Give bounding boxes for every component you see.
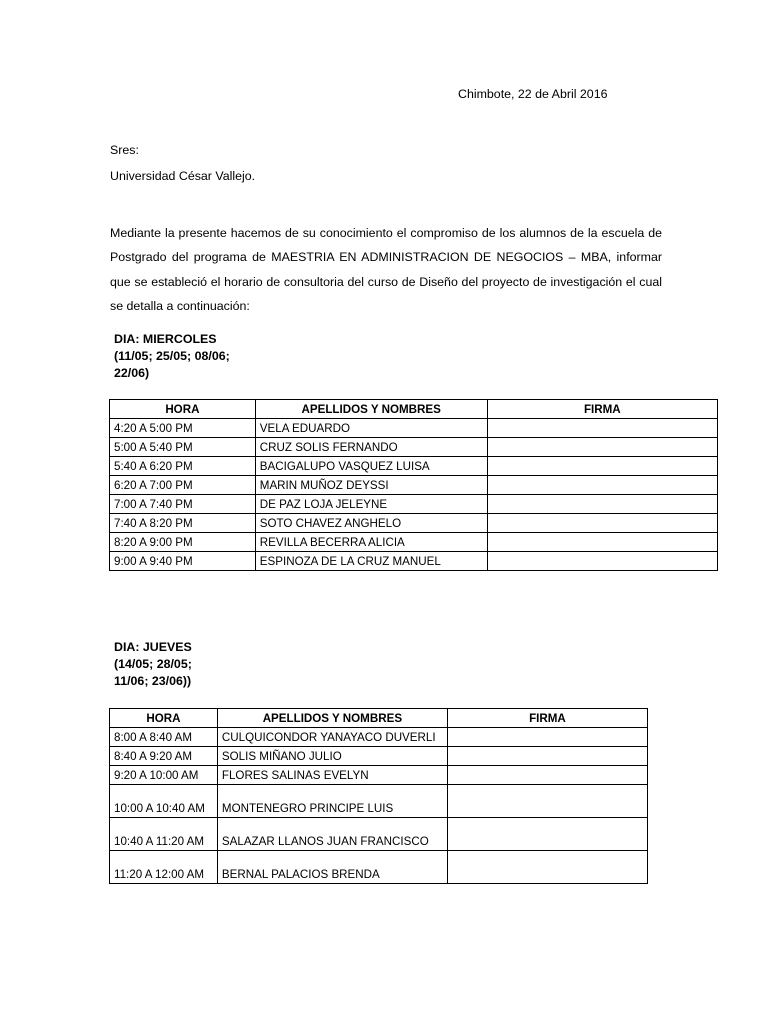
table-row <box>110 438 718 457</box>
firma-cell <box>487 552 717 571</box>
firma-cell <box>487 419 717 438</box>
firma-cell <box>487 514 717 533</box>
table-row <box>110 851 648 884</box>
nombre-cell: ESPINOZA DE LA CRUZ MANUEL <box>255 552 487 571</box>
header-nombres: APELLIDOS Y NOMBRES <box>255 400 487 419</box>
hora-cell: 11:20 A 12:00 AM <box>110 851 218 884</box>
nombre-cell: SALAZAR LLANOS JUAN FRANCISCO <box>217 818 447 851</box>
nombre-cell: BERNAL PALACIOS BRENDA <box>217 851 447 884</box>
hora-cell: 6:20 A 7:00 PM <box>110 476 256 495</box>
firma-cell <box>447 728 647 747</box>
table-row <box>110 766 648 785</box>
nombre-cell: BACIGALUPO VASQUEZ LUISA <box>255 457 487 476</box>
header-firma: FIRMA <box>487 400 717 419</box>
table-row <box>110 785 648 818</box>
salutation: Sres: <box>110 143 139 157</box>
wednesday-day-heading <box>114 331 294 382</box>
header-firma: FIRMA <box>447 709 647 728</box>
nombre-cell: VELA EDUARDO <box>255 419 487 438</box>
hora-cell: 8:20 A 9:00 PM <box>110 533 256 552</box>
firma-cell <box>447 747 647 766</box>
thursday-dates-line1: (14/05; 28/05; <box>114 657 192 671</box>
wednesday-schedule-table <box>109 399 718 571</box>
table-row <box>110 419 718 438</box>
table-row <box>110 457 718 476</box>
table-row <box>110 495 718 514</box>
hora-cell: 10:40 A 11:20 AM <box>110 818 218 851</box>
firma-cell <box>447 818 647 851</box>
letter-date: Chimbote, 22 de Abril 2016 <box>458 87 608 101</box>
letter-body: Mediante la presente hacemos de su conocimiento el compromiso de los alumnos de la escuela de Postgrado del programa de MAESTRIA EN ADMINISTRACION DE NEGOCIOS – MBA, informar que se estableció el horario de consultoria del curso de Diseño del proyecto de investigación el cual se detalla a continuación: <box>110 226 662 314</box>
recipient: Universidad César Vallejo. <box>110 169 256 183</box>
wednesday-day-label: DIA: MIERCOLES <box>114 332 217 346</box>
thursday-schedule-table <box>109 708 648 884</box>
nombre-cell: CRUZ SOLIS FERNANDO <box>255 438 487 457</box>
table-row <box>110 552 718 571</box>
hora-cell: 7:40 A 8:20 PM <box>110 514 256 533</box>
nombre-cell: MARIN MUÑOZ DEYSSI <box>255 476 487 495</box>
hora-cell: 10:00 A 10:40 AM <box>110 785 218 818</box>
firma-cell <box>487 438 717 457</box>
table-row <box>110 514 718 533</box>
nombre-cell: MONTENEGRO PRINCIPE LUIS <box>217 785 447 818</box>
nombre-cell: FLORES SALINAS EVELYN <box>217 766 447 785</box>
hora-cell: 8:40 A 9:20 AM <box>110 747 218 766</box>
hora-cell: 8:00 A 8:40 AM <box>110 728 218 747</box>
nombre-cell: SOTO CHAVEZ ANGHELO <box>255 514 487 533</box>
table-row <box>110 818 648 851</box>
hora-cell: 5:00 A 5:40 PM <box>110 438 256 457</box>
table-row <box>110 747 648 766</box>
firma-cell <box>447 766 647 785</box>
nombre-cell: REVILLA BECERRA ALICIA <box>255 533 487 552</box>
firma-cell <box>487 476 717 495</box>
hora-cell: 9:00 A 9:40 PM <box>110 552 256 571</box>
firma-cell <box>447 785 647 818</box>
firma-cell <box>487 495 717 514</box>
table-header-row <box>110 709 648 728</box>
wednesday-dates-line2: 22/06) <box>114 366 150 380</box>
nombre-cell: CULQUICONDOR YANAYACO DUVERLI <box>217 728 447 747</box>
firma-cell <box>447 851 647 884</box>
header-hora: HORA <box>110 709 218 728</box>
nombre-cell: SOLIS MIÑANO JULIO <box>217 747 447 766</box>
firma-cell <box>487 457 717 476</box>
table-row <box>110 533 718 552</box>
hora-cell: 7:00 A 7:40 PM <box>110 495 256 514</box>
nombre-cell: DE PAZ LOJA JELEYNE <box>255 495 487 514</box>
thursday-day-label: DIA: JUEVES <box>114 640 192 654</box>
firma-cell <box>487 533 717 552</box>
hora-cell: 9:20 A 10:00 AM <box>110 766 218 785</box>
header-hora: HORA <box>110 400 256 419</box>
hora-cell: 4:20 A 5:00 PM <box>110 419 256 438</box>
wednesday-dates-line1: (11/05; 25/05; 08/06; <box>114 349 230 363</box>
hora-cell: 5:40 A 6:20 PM <box>110 457 256 476</box>
table-row <box>110 728 648 747</box>
header-nombres: APELLIDOS Y NOMBRES <box>217 709 447 728</box>
table-header-row <box>110 400 718 419</box>
table-row <box>110 476 718 495</box>
thursday-dates-line2: 11/06; 23/06)) <box>114 674 192 688</box>
thursday-day-heading <box>114 639 294 690</box>
